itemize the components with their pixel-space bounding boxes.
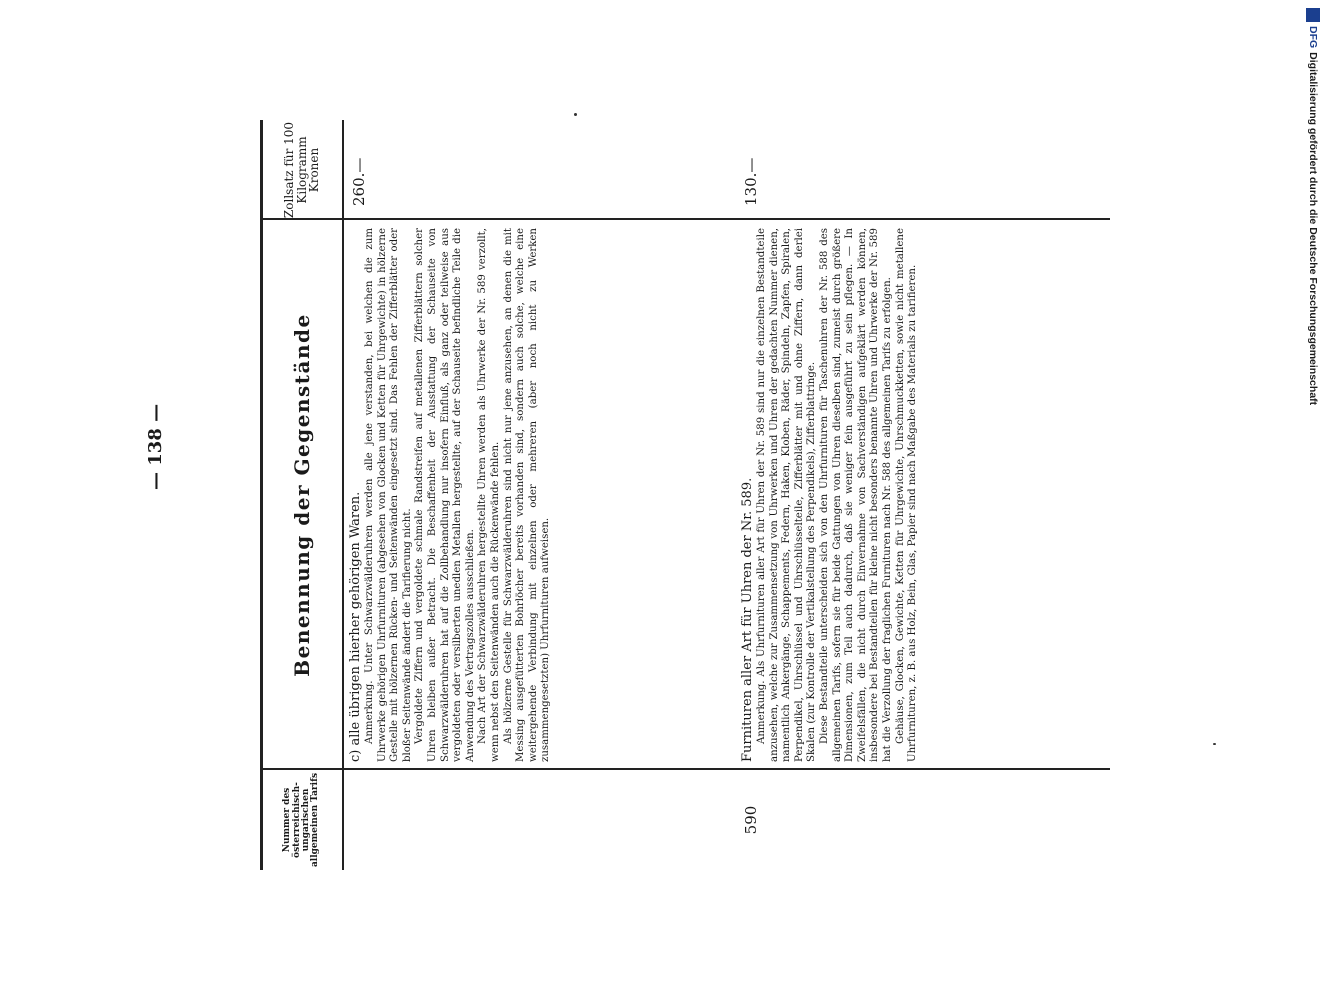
header-tariff-number: Nummer des österreichisch-ungarischen allgemeinen Tarifs xyxy=(282,772,321,868)
duty-rate-row2: 130.— xyxy=(742,157,760,206)
column-divider-1 xyxy=(260,768,1110,770)
watermark-text: Digitalisierung gefördert durch die Deutsche Forschungsgemeinschaft xyxy=(1307,52,1319,406)
rotated-tariff-table xyxy=(145,120,1110,870)
header-separator xyxy=(342,120,344,870)
item-title-row2: Furnituren aller Art für Uhren der Nr. 589. xyxy=(740,477,755,762)
duty-rate-row1: 260.— xyxy=(350,157,368,206)
dfg-logo-icon xyxy=(1306,8,1320,22)
table-top-rule xyxy=(260,120,263,870)
paragraph: Als hölzerne Gestelle für Schwarzwälderuhren sind nicht nur jene anzusehen, an denen die mit Messing ausgefütterten Bohrlöcher bereits vorhanden sind, sondern auch solche, welche eine weitergehende Verbindung mit einzelnen oder mehreren (aber noch nicht zu Werken zusammengesetzten) Uhrfurnituren aufweisen. xyxy=(502,228,552,762)
paragraph: Vergoldete Ziffern und vergoldete schmale Randstreifen auf metallenen Zifferblättern solcher Uhren bleiben außer Betracht. Die Beschaffenheit der Ausstattung der Schauseite von Schwarzwälderuhren hat auf die Zollbehandlung nur insofern Einfluß, als ganz oder teilweise aus vergoldeten oder versilberten unedlen Metallen hergestellte, auf der Schauseite befindliche Teile die Anwendung des Vertragszolles ausschließen. xyxy=(414,228,476,762)
header-duty-rate: Zollsatz für 100 Kilogramm Kronen xyxy=(282,121,322,219)
item-title-row1: c) alle übrigen hierher gehörigen Waren. xyxy=(348,491,363,762)
paragraph: Anmerkung. Unter Schwarzwälderuhren werden alle jene verstanden, bei welchen die zum Uhrwerke gehörigen Uhrfurnituren (abgesehen von Glocken und Ketten für Uhrgewichte) in hölzerne Gestelle mit hölzernen Rücken- und Seitenwänden eingesetzt sind. Das Fehlen der Zifferblätter oder bloßer Seitenwände ändert die Tarifierung nicht. xyxy=(364,228,413,762)
paragraph: Anmerkung. Als Uhrfurnituren aller Art für Uhren der Nr. 589 sind nur die einzelnen Bestandteile anzusehen, welche zur Zusammensetzung von Uhrwerken und Uhren der gedachten Nummer dienen, namentlich Ankergänge, Schappements, Federn, Haken, Kloben, Räder, Spindeln, Zapfen, Spiralen, Perpendikel, Uhrschlüssel und Uhrschlüsselteile, Zifferblätter mit und ohne Ziffern, dann derlei Skalen (zur Kontrolle der Vertikalstellung des Perpendikels), Zifferblattringe. xyxy=(756,228,818,762)
header-goods-description: Benennung der Gegenstände xyxy=(289,313,314,677)
entry-row1 xyxy=(348,228,553,762)
scan-speck xyxy=(574,113,577,116)
entry-row2 xyxy=(740,228,920,762)
digitization-credit xyxy=(1304,8,1322,406)
dfg-logo-text: DFG xyxy=(1307,26,1319,49)
paragraph: Gehäuse, Glocken, Gewichte, Ketten für Uhrgewichte, Uhrschmuckketten, sowie nicht metallene Uhrfurnituren, z. B. aus Holz, Bein, Glas, Papier sind nach Maßgabe des Materials zu tarifieren. xyxy=(894,228,919,762)
page-number: — 138 — xyxy=(145,403,166,490)
paragraph: Nach Art der Schwarzwälderuhren hergestellte Uhren werden als Uhrwerke der Nr. 589 verzollt, wenn nebst den Seitenwänden auch die Rückenwände fehlen. xyxy=(477,228,501,762)
scan-speck xyxy=(1213,743,1216,745)
paragraph: Diese Bestandteile unterscheiden sich von den Uhrfurnituren für Taschenuhren der Nr. 588 des allgemeinen Tarifs, sofern sie für beide Gattungen von Uhren dieselben sind, zumeist durch größere Dimensionen, zum Teil auch dadurch, daß sie weniger fein ausgeführt zu sein pflegen. — In Zweifelsfällen, die nicht durch Einvernahme von Sachverständigen aufgeklärt werden können, insbesondere bei Bestandteilen für kleine nicht besonders benannte Uhren und Uhrwerke der Nr. 589 hat die Verzollung der fraglichen Furnituren nach Nr. 588 des allgemeinen Tarifs zu erfolgen. xyxy=(818,228,893,762)
column-divider-2 xyxy=(260,218,1110,220)
tariff-number-row2: 590 xyxy=(742,805,760,835)
